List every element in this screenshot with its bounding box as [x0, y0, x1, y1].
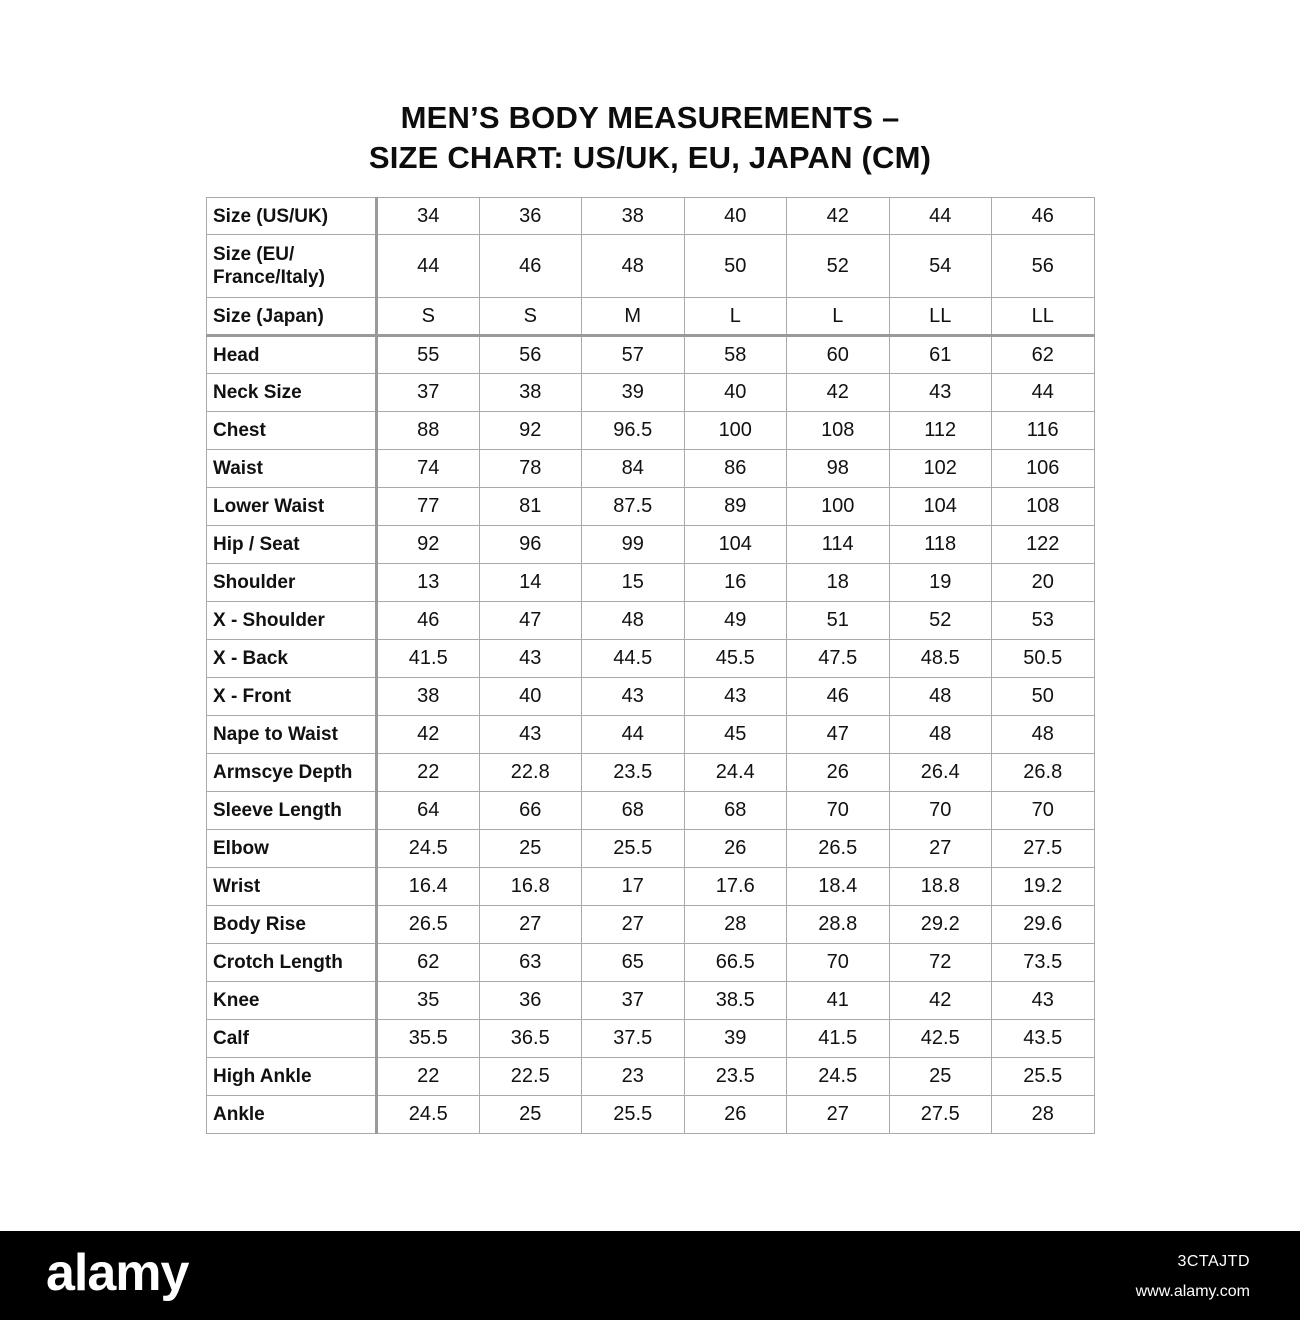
- table-cell: 66.5: [684, 944, 787, 982]
- table-cell: 29.6: [992, 906, 1095, 944]
- table-cell: 25.5: [582, 1096, 685, 1134]
- image-code: 3CTAJTD: [1177, 1253, 1250, 1270]
- table-row: [207, 640, 1095, 678]
- table-cell: 36: [479, 198, 582, 235]
- table-cell: 63: [479, 944, 582, 982]
- table-cell: 34: [377, 198, 480, 235]
- table-cell: 43: [479, 640, 582, 678]
- table-cell: 25: [479, 1096, 582, 1134]
- row-label: Wrist: [207, 868, 377, 906]
- table-cell: 48: [889, 678, 992, 716]
- table-cell: 41.5: [787, 1020, 890, 1058]
- watermark-footer: [0, 1231, 1300, 1320]
- table-cell: 14: [479, 564, 582, 602]
- table-cell: 49: [684, 602, 787, 640]
- table-cell: 66: [479, 792, 582, 830]
- table-cell: 60: [787, 336, 890, 374]
- table-cell: 48: [992, 716, 1095, 754]
- table-cell: 15: [582, 564, 685, 602]
- table-cell: 96.5: [582, 412, 685, 450]
- table-cell: 26: [787, 754, 890, 792]
- table-row: [207, 1020, 1095, 1058]
- table-row: [207, 198, 1095, 235]
- table-cell: 19: [889, 564, 992, 602]
- table-cell: 37: [582, 982, 685, 1020]
- table-cell: 18.4: [787, 868, 890, 906]
- table-cell: 35: [377, 982, 480, 1020]
- table-cell: 46: [479, 235, 582, 298]
- table-cell: 78: [479, 450, 582, 488]
- table-cell: 89: [684, 488, 787, 526]
- table-cell: 47: [479, 602, 582, 640]
- table-cell: 40: [684, 198, 787, 235]
- table-cell: 42: [787, 198, 890, 235]
- table-cell: 48: [889, 716, 992, 754]
- row-label: Head: [207, 336, 377, 374]
- table-cell: 100: [684, 412, 787, 450]
- table-cell: 17: [582, 868, 685, 906]
- row-label: Lower Waist: [207, 488, 377, 526]
- table-cell: 50: [992, 678, 1095, 716]
- row-label: Armscye Depth: [207, 754, 377, 792]
- table-cell: 27: [582, 906, 685, 944]
- table-cell: 24.4: [684, 754, 787, 792]
- table-cell: 104: [684, 526, 787, 564]
- table-row: [207, 488, 1095, 526]
- table-cell: 42: [787, 374, 890, 412]
- title-line-2: SIZE CHART: US/UK, EU, JAPAN (CM): [368, 140, 932, 175]
- table-cell: 47.5: [787, 640, 890, 678]
- table-cell: 58: [684, 336, 787, 374]
- table-cell: 39: [582, 374, 685, 412]
- table-cell: S: [377, 298, 480, 336]
- table-cell: 41.5: [377, 640, 480, 678]
- table-row: [207, 336, 1095, 374]
- table-cell: 45: [684, 716, 787, 754]
- table-row: [207, 298, 1095, 336]
- table-cell: 42: [377, 716, 480, 754]
- row-label: Size (Japan): [207, 298, 377, 336]
- table-cell: 36: [479, 982, 582, 1020]
- table-cell: 44: [992, 374, 1095, 412]
- table-row: [207, 944, 1095, 982]
- table-cell: 26.5: [787, 830, 890, 868]
- table-row: [207, 1096, 1095, 1134]
- table-cell: 25.5: [582, 830, 685, 868]
- table-row: [207, 235, 1095, 298]
- table-cell: 22: [377, 1058, 480, 1096]
- row-label: X - Front: [207, 678, 377, 716]
- table-cell: 16.4: [377, 868, 480, 906]
- table-cell: 26: [684, 830, 787, 868]
- table-cell: 52: [787, 235, 890, 298]
- table-cell: 44: [377, 235, 480, 298]
- table-cell: 116: [992, 412, 1095, 450]
- row-label: Neck Size: [207, 374, 377, 412]
- table-cell: LL: [992, 298, 1095, 336]
- table-cell: 77: [377, 488, 480, 526]
- table-cell: 38: [377, 678, 480, 716]
- table-cell: 17.6: [684, 868, 787, 906]
- table-cell: 45.5: [684, 640, 787, 678]
- table-cell: 23.5: [684, 1058, 787, 1096]
- table-cell: 112: [889, 412, 992, 450]
- table-cell: 48.5: [889, 640, 992, 678]
- table-cell: 99: [582, 526, 685, 564]
- table-cell: 42.5: [889, 1020, 992, 1058]
- table-cell: 25: [889, 1058, 992, 1096]
- table-cell: 81: [479, 488, 582, 526]
- table-cell: 48: [582, 235, 685, 298]
- table-cell: 41: [787, 982, 890, 1020]
- table-cell: 26: [684, 1096, 787, 1134]
- table-row: [207, 982, 1095, 1020]
- table-cell: 22.5: [479, 1058, 582, 1096]
- table-cell: 28: [684, 906, 787, 944]
- table-cell: 38: [582, 198, 685, 235]
- table-cell: 92: [377, 526, 480, 564]
- table-cell: 68: [684, 792, 787, 830]
- table-cell: 27: [787, 1096, 890, 1134]
- table-row: [207, 754, 1095, 792]
- table-cell: 50: [684, 235, 787, 298]
- row-label: Hip / Seat: [207, 526, 377, 564]
- row-label: High Ankle: [207, 1058, 377, 1096]
- table-cell: 46: [787, 678, 890, 716]
- table-row: [207, 1058, 1095, 1096]
- table-cell: 42: [889, 982, 992, 1020]
- table-cell: 16.8: [479, 868, 582, 906]
- table-cell: 86: [684, 450, 787, 488]
- row-label: Body Rise: [207, 906, 377, 944]
- table-cell: 104: [889, 488, 992, 526]
- table-cell: 46: [377, 602, 480, 640]
- table-cell: 108: [787, 412, 890, 450]
- table-cell: 24.5: [787, 1058, 890, 1096]
- table-cell: 24.5: [377, 830, 480, 868]
- table-cell: 28: [992, 1096, 1095, 1134]
- table-cell: 61: [889, 336, 992, 374]
- table-cell: 54: [889, 235, 992, 298]
- table-cell: 43: [889, 374, 992, 412]
- table-cell: L: [787, 298, 890, 336]
- table-row: [207, 526, 1095, 564]
- row-label: Crotch Length: [207, 944, 377, 982]
- row-label: Knee: [207, 982, 377, 1020]
- table-cell: 72: [889, 944, 992, 982]
- table-cell: 18: [787, 564, 890, 602]
- table-cell: 37: [377, 374, 480, 412]
- row-label: X - Back: [207, 640, 377, 678]
- table-cell: 106: [992, 450, 1095, 488]
- table-cell: 102: [889, 450, 992, 488]
- table-cell: 43: [684, 678, 787, 716]
- size-chart-body: [207, 198, 1095, 1134]
- table-cell: 70: [992, 792, 1095, 830]
- table-cell: 27: [479, 906, 582, 944]
- table-cell: 27.5: [889, 1096, 992, 1134]
- table-row: [207, 678, 1095, 716]
- table-cell: 36.5: [479, 1020, 582, 1058]
- table-cell: 68: [582, 792, 685, 830]
- table-cell: 55: [377, 336, 480, 374]
- table-cell: 44.5: [582, 640, 685, 678]
- row-label: Sleeve Length: [207, 792, 377, 830]
- table-row: [207, 450, 1095, 488]
- table-cell: 51: [787, 602, 890, 640]
- table-cell: 44: [889, 198, 992, 235]
- table-row: [207, 830, 1095, 868]
- table-cell: 50.5: [992, 640, 1095, 678]
- table-cell: 22: [377, 754, 480, 792]
- table-cell: 22.8: [479, 754, 582, 792]
- table-cell: 28.8: [787, 906, 890, 944]
- table-row: [207, 602, 1095, 640]
- table-cell: 114: [787, 526, 890, 564]
- table-cell: 43: [582, 678, 685, 716]
- table-cell: 38: [479, 374, 582, 412]
- table-cell: 18.8: [889, 868, 992, 906]
- table-cell: 98: [787, 450, 890, 488]
- table-cell: 27.5: [992, 830, 1095, 868]
- alamy-logo: alamy: [46, 1244, 189, 1302]
- table-cell: 96: [479, 526, 582, 564]
- table-cell: 43: [479, 716, 582, 754]
- page-title: [0, 98, 1300, 178]
- table-cell: M: [582, 298, 685, 336]
- title-line-1: MEN’S BODY MEASUREMENTS –: [400, 100, 900, 135]
- table-cell: 26.5: [377, 906, 480, 944]
- table-cell: 70: [787, 792, 890, 830]
- table-cell: 24.5: [377, 1096, 480, 1134]
- table-cell: 62: [992, 336, 1095, 374]
- row-label: Size (US/UK): [207, 198, 377, 235]
- table-cell: 26.8: [992, 754, 1095, 792]
- table-cell: 70: [787, 944, 890, 982]
- size-chart-table: [206, 197, 1095, 1134]
- table-cell: 52: [889, 602, 992, 640]
- table-cell: 47: [787, 716, 890, 754]
- row-label: X - Shoulder: [207, 602, 377, 640]
- table-cell: 53: [992, 602, 1095, 640]
- table-cell: 25: [479, 830, 582, 868]
- table-cell: 118: [889, 526, 992, 564]
- table-cell: 43.5: [992, 1020, 1095, 1058]
- table-cell: 39: [684, 1020, 787, 1058]
- row-label: Ankle: [207, 1096, 377, 1134]
- row-label: Elbow: [207, 830, 377, 868]
- table-cell: 40: [479, 678, 582, 716]
- table-cell: 35.5: [377, 1020, 480, 1058]
- table-cell: 92: [479, 412, 582, 450]
- table-cell: S: [479, 298, 582, 336]
- table-cell: 16: [684, 564, 787, 602]
- table-cell: 13: [377, 564, 480, 602]
- table-cell: 84: [582, 450, 685, 488]
- table-row: [207, 374, 1095, 412]
- table-cell: 57: [582, 336, 685, 374]
- table-cell: 100: [787, 488, 890, 526]
- row-label: Waist: [207, 450, 377, 488]
- table-cell: 29.2: [889, 906, 992, 944]
- table-row: [207, 412, 1095, 450]
- table-cell: 48: [582, 602, 685, 640]
- table-cell: 56: [992, 235, 1095, 298]
- table-cell: 40: [684, 374, 787, 412]
- table-cell: LL: [889, 298, 992, 336]
- table-cell: 88: [377, 412, 480, 450]
- table-row: [207, 716, 1095, 754]
- table-cell: 64: [377, 792, 480, 830]
- table-cell: 25.5: [992, 1058, 1095, 1096]
- row-label: Size (EU/ France/Italy): [207, 235, 377, 298]
- table-cell: 74: [377, 450, 480, 488]
- row-label: Shoulder: [207, 564, 377, 602]
- table-cell: 122: [992, 526, 1095, 564]
- table-cell: 20: [992, 564, 1095, 602]
- table-cell: 70: [889, 792, 992, 830]
- table-cell: 65: [582, 944, 685, 982]
- table-cell: 23.5: [582, 754, 685, 792]
- table-cell: 46: [992, 198, 1095, 235]
- table-row: [207, 868, 1095, 906]
- table-cell: 44: [582, 716, 685, 754]
- row-label: Chest: [207, 412, 377, 450]
- table-cell: L: [684, 298, 787, 336]
- table-row: [207, 906, 1095, 944]
- footer-url: www.alamy.com: [1135, 1283, 1250, 1300]
- table-cell: 26.4: [889, 754, 992, 792]
- table-cell: 27: [889, 830, 992, 868]
- table-cell: 56: [479, 336, 582, 374]
- table-row: [207, 564, 1095, 602]
- table-cell: 38.5: [684, 982, 787, 1020]
- table-cell: 19.2: [992, 868, 1095, 906]
- table-row: [207, 792, 1095, 830]
- table-cell: 23: [582, 1058, 685, 1096]
- table-cell: 62: [377, 944, 480, 982]
- table-cell: 73.5: [992, 944, 1095, 982]
- table-cell: 37.5: [582, 1020, 685, 1058]
- table-cell: 87.5: [582, 488, 685, 526]
- table-cell: 43: [992, 982, 1095, 1020]
- table-cell: 108: [992, 488, 1095, 526]
- row-label: Nape to Waist: [207, 716, 377, 754]
- row-label: Calf: [207, 1020, 377, 1058]
